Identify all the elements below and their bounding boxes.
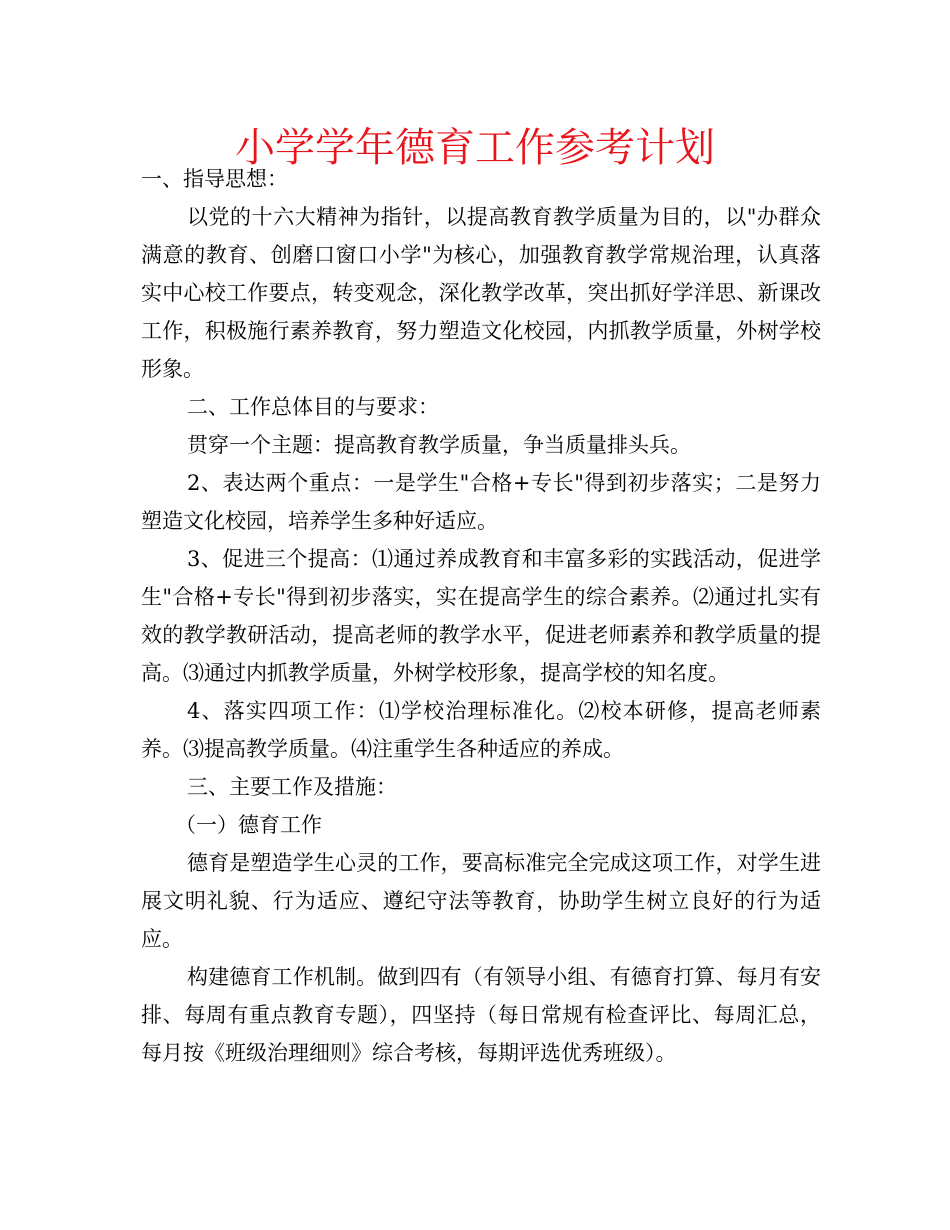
paragraph: 贯穿一个主题：提高教育教学质量，争当质量排头兵。 [187, 433, 691, 457]
paragraph: 3、促进三个提高：⑴通过养成教育和丰富多彩的实践活动，促进学生"合格+专长"得到初步落实，实在提高学生的综合素养。⑵通过扎实有效的教学教研活动，提高老师的教学水平，促进老师素养和教学质量的提高。⑶通过内抓教学质量，外树学校形象，提高学校的知名度。 [141, 547, 821, 685]
paragraph-guiding-thought: 一、指导思想： [141, 167, 288, 191]
paragraph-heading-goals: 二、工作总体目的与要求： [187, 395, 439, 419]
paragraph-heading-measures: 三、主要工作及措施： [187, 775, 397, 799]
paragraph-subheading-moral-education: （一）德育工作 [175, 813, 322, 837]
paragraph: 德育是塑造学生心灵的工作，要高标准完全完成这项工作，对学生进展文明礼貌、行为适应、遵纪守法等教育，协助学生树立良好的行为适应。 [141, 851, 821, 951]
paragraph: 4、落实四项工作：⑴学校治理标准化。⑵校本研修，提高老师素养。⑶提高教学质量。⑷注重学生各种适应的养成。 [141, 699, 821, 761]
paragraph: 以党的十六大精神为指针，以提高教育教学质量为目的，以"办群众满意的教育、创磨口窗口小学"为核心，加强教育教学常规治理，认真落实中心校工作要点，转变观念，深化教学改革，突出抓好学洋思、新课改工作，积极施行素养教育，努力塑造文化校园，内抓教学质量，外树学校形象。 [141, 205, 821, 381]
paragraph: 构建德育工作机制。做到四有（有领导小组、有德育打算、每月有安排、每周有重点教育专题），四坚持（每日常规有检查评比、每周汇总，每月按《班级治理细则》综合考核，每期评选优秀班级）。 [141, 965, 821, 1065]
document-title: 小学学年德育工作参考计划 [235, 125, 715, 171]
document-body [141, 160, 821, 1072]
paragraph: 2、表达两个重点：一是学生"合格+专长"得到初步落实；二是努力塑造文化校园，培养学生多种好适应。 [141, 471, 821, 533]
